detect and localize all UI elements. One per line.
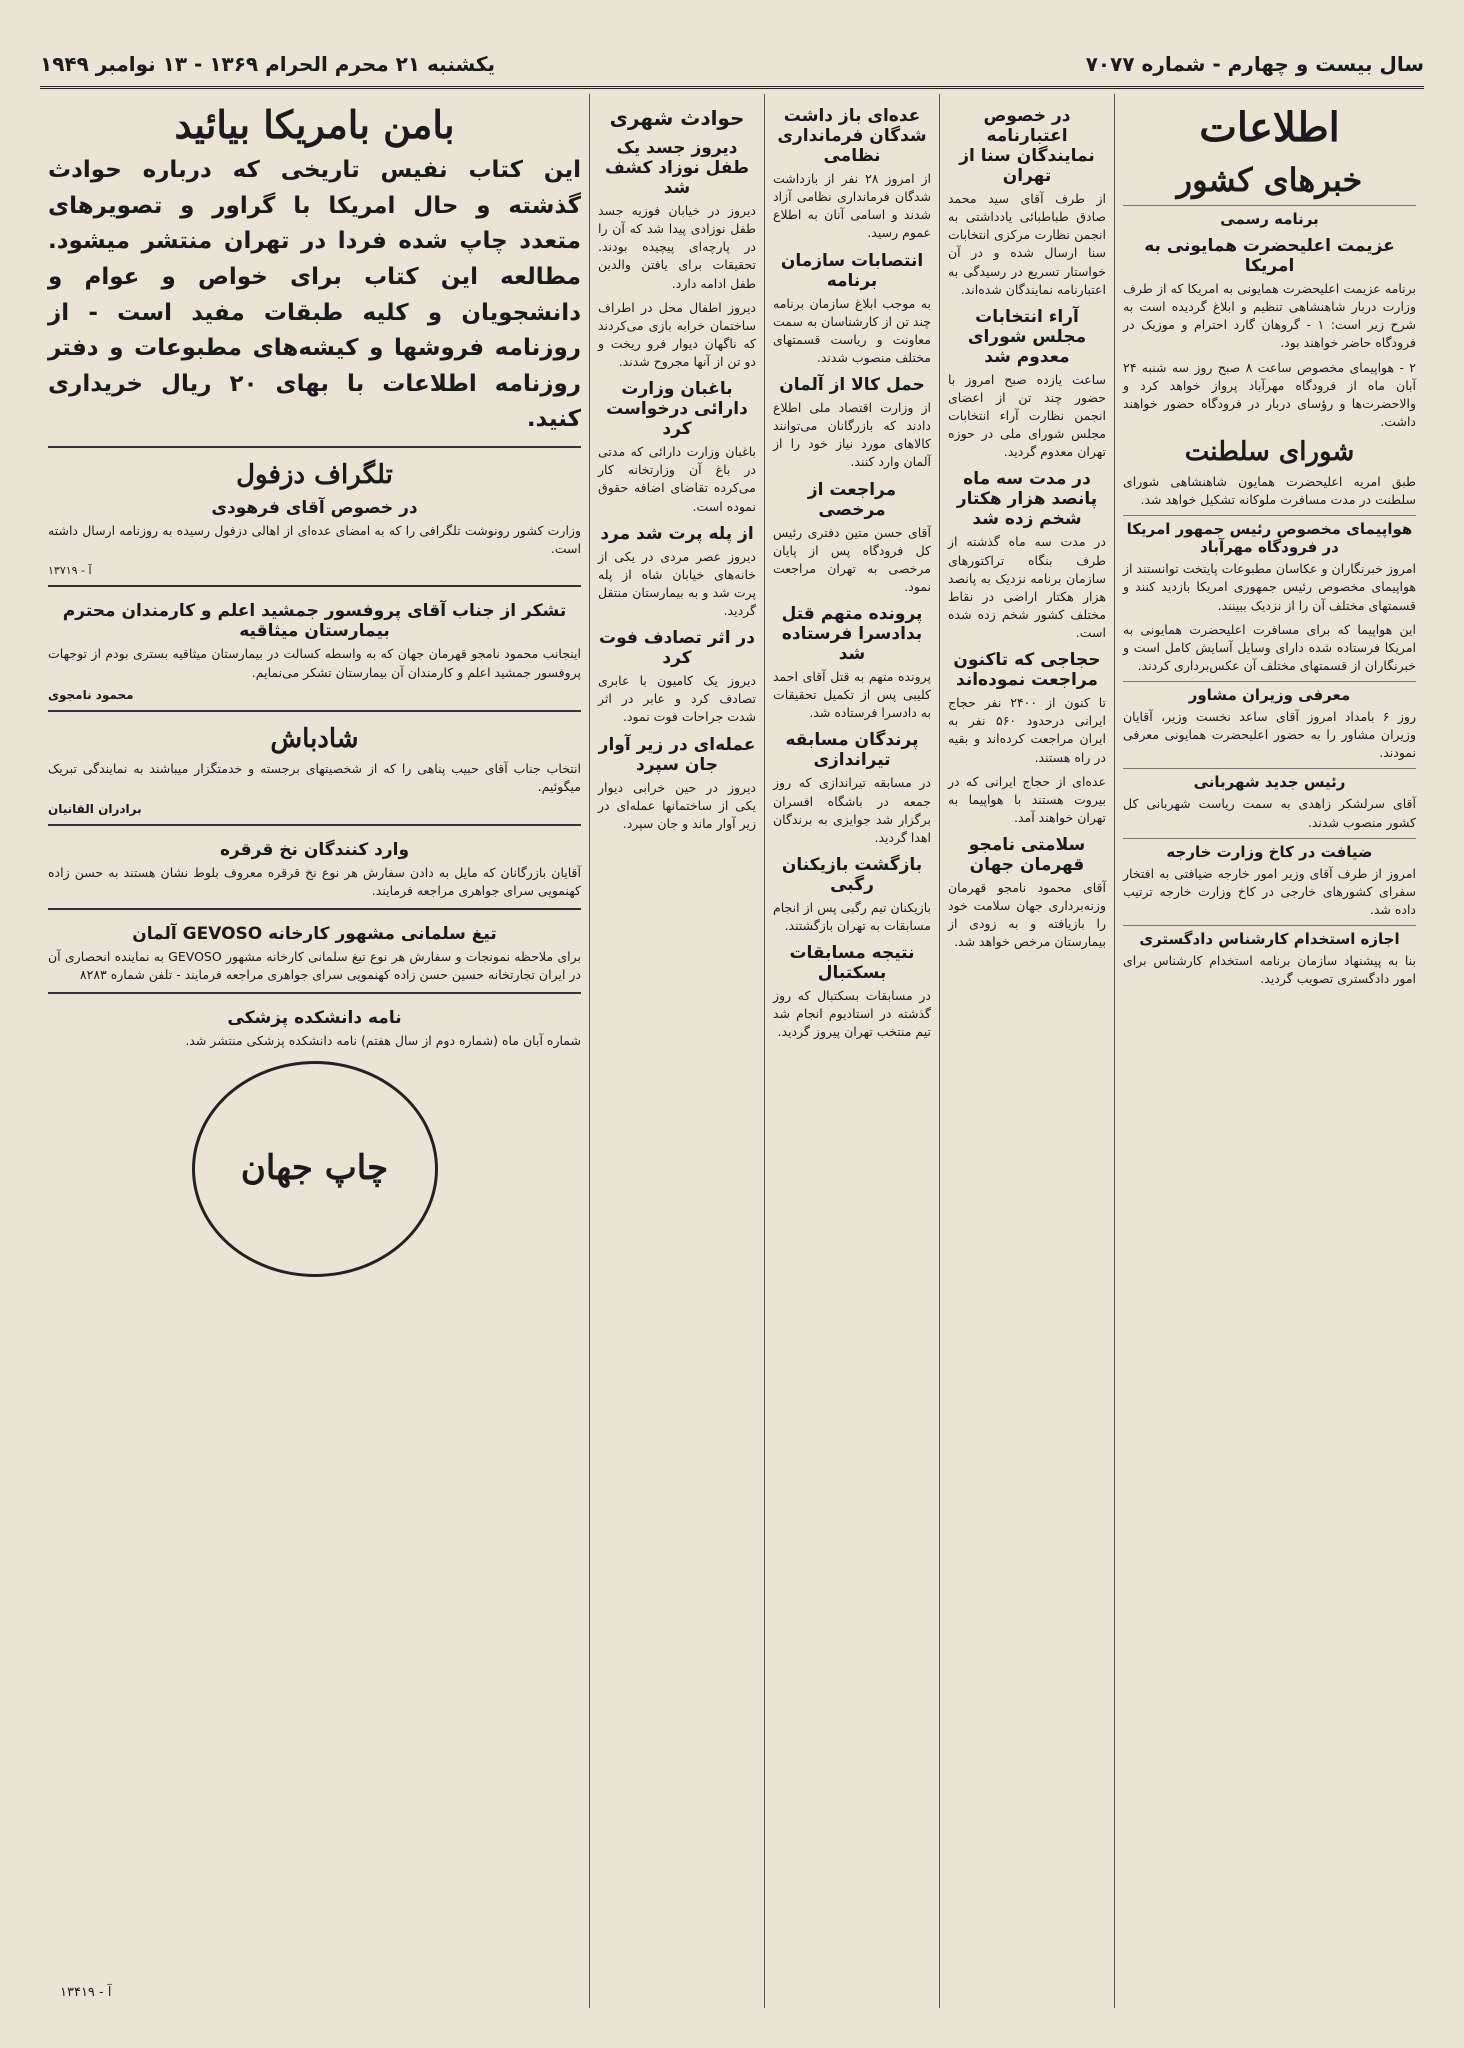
heading: عده‌ای باز داشت شدگان فرمانداری نظامی	[777, 106, 927, 166]
heading: سلامتی نامجو قهرمان جهان	[968, 835, 1086, 875]
column-1	[1114, 94, 1424, 2008]
notice-box	[48, 585, 581, 701]
heading: از پله پرت شد مرد	[600, 523, 754, 544]
paragraph: اینجانب محمود نامجو قهرمان جهان که به واسطه کسالت در بیمارستان میثاقیه بستری بودم از توجهات پروفسور جمشید اعلم و کارمندان آن بیمارستان تشکر می‌نمایم.	[48, 646, 581, 680]
paragraph: در مسابقات بسکتبال که روز گذشته در استادیوم انجام شد تیم منتخب تهران پیروز گردید.	[773, 988, 931, 1040]
heading: نتیجه مسابقات بسکتبال	[789, 943, 915, 984]
header-left: سال بیست و چهارم - شماره ۷۰۷۷	[1085, 52, 1424, 76]
heading: حوادث شهری	[609, 106, 745, 130]
signature: برادران القانیان	[48, 801, 142, 816]
page-header	[40, 42, 1424, 89]
paragraph: تا کنون از ۲۴۰۰ نفر حجاج ایرانی درحدود ۵۶۰ نفر به ایران مراجعت کرده‌اند و بقیه در راه هستند.	[948, 695, 1106, 765]
notice-box	[48, 992, 581, 1050]
paragraph: از وزارت اقتصاد ملی اطلاع دادند که بازرگانان می‌توانند کالاهای مورد نیاز خود را از آلمان وارد کنند.	[773, 400, 931, 470]
heading: تلگراف دزفول	[236, 460, 393, 491]
heading: پرندگان مسابقه تیراندازی	[785, 730, 919, 771]
heading: معرفی وزیران مشاور	[1123, 681, 1416, 704]
signature: محمود نامجوی	[48, 687, 134, 702]
section-title: شورای سلطنت	[1184, 437, 1355, 467]
heading: مراجعت از مرخصی	[807, 479, 897, 520]
heading: اجازه استخدام کارشناس دادگستری	[1123, 925, 1416, 948]
paragraph: این هواپیما که برای مسافرت اعلیحضرت همایونی به امریکا فرستاده شده دارای وسایل آسایش کامل است و خبرنگاران از قسمتهای مختلف آن عکس‌برداری کردند.	[1123, 621, 1416, 673]
heading: عزیمت اعلیحضرت همایونی به امریکا	[1144, 236, 1395, 276]
heading: ضیافت در کاخ وزارت خارجه	[1123, 838, 1416, 861]
heading: تشکر از جناب آقای پروفسور جمشید اعلم و کارمندان محترم بیمارستان میثاقیه	[62, 601, 567, 642]
book-ad: این کتاب نفیس تاریخی که درباره حوادث گذشته و حال امریکا با گراور و تصویرهای متعدد چاپ شده فردا در تهران منتشر میشود. مطالعه این کتاب برای خواص و عوام و دانشجویان و کلیه طبقات مفید است - از روزنامه فروشها و کیشه‌های مطبوعات و دفتر روزنامه اطلاعات با بهای ۲۰ ریال خریداری کنید.	[48, 157, 581, 433]
masthead: اطلاعات	[1199, 104, 1340, 151]
paragraph: امروز خبرنگاران و عکاسان مطبوعات پایتخت توانستند از هواپیمای مخصوص رئیس جمهوری امریکا بازدید کنند و قسمتهای مختلف آن را از نزدیک ببینند.	[1123, 561, 1416, 613]
paragraph: بنا به پیشنهاد سازمان برنامه استخدام کارشناس برای امور دادگستری تصویب گردید.	[1123, 953, 1416, 987]
paragraph: در مدت سه ماه گذشته از طرف بنگاه تراکتورهای سازمان برنامه نزدیک به پانصد هزار هکتار اراضی در نقاط مختلف کشور شخم زده شده است.	[948, 534, 1106, 640]
paragraph: ۲ - هواپیمای مخصوص ساعت ۸ صبح روز سه شنبه ۲۴ آبان ماه از فرودگاه مهرآباد پرواز خواهد کرد و والاحضرت‌ها و رؤسای دربار در فرودگاه حضور خواهند داشت.	[1123, 359, 1416, 429]
paragraph: شماره آبان ماه (شماره دوم از سال هفتم) نامه دانشکده پزشکی منتشر شد.	[185, 1033, 581, 1049]
paragraph: از طرف آقای سید محمد صادق طباطبائی یادداشتی به انجمن نظارت مرکزی انتخابات سنا ارسال شده و در آن خواستار تسریع در رسیدگی به اعتبارنامه نمایندگان شده‌اند.	[948, 191, 1106, 297]
heading: آراء انتخابات مجلس شورای معدوم شد	[967, 306, 1087, 367]
paragraph: پرونده متهم به قتل آقای احمد کلیبی پس از تکمیل تحقیقات به دادسرا فرستاده شد.	[773, 669, 931, 721]
print-logo	[192, 1061, 438, 1277]
header-right: یکشنبه ۲۱ محرم الحرام ۱۳۶۹ - ۱۳ نوامبر ۱۹۴۹	[40, 52, 496, 76]
paragraph: عده‌ای از حجاج ایرانی که در بیروت هستند با هواپیما به تهران خواهند آمد.	[948, 773, 1106, 825]
heading: پرونده متهم قتل بدادسرا فرستاده شد	[781, 604, 923, 664]
column-5	[40, 94, 589, 2008]
heading: در خصوص اعتبارنامه نمایندگان سنا از تهران	[959, 106, 1095, 186]
paragraph: امروز از طرف آقای وزیر امور خارجه ضیافتی به افتخار سفرای کشورهای خارجی در کاخ وزارت خارجه ترتیب داده شد.	[1123, 865, 1416, 917]
paragraph: وزارت کشور رونوشت تلگرافی را که به امضای عده‌ای از اهالی دزفول رسیده به روزنامه ارسال داشته است.	[48, 523, 581, 557]
heading: باغبان وزارت دارائی درخواست کرد	[606, 379, 748, 440]
heading: نامه دانشکده پزشکی	[227, 1008, 402, 1029]
heading: رئیس جدید شهربانی	[1123, 768, 1416, 791]
paragraph: روز ۶ بامداد امروز آقای ساعد نخست وزیر، آقایان وزیران مشاور را به حضور اعلیحضرت همایونی معرفی نمودند.	[1123, 709, 1416, 761]
paragraph: بازیکنان تیم رگبی پس از انجام مسابقات به تهران بازگشتند.	[773, 899, 931, 933]
logo-text: چاپ جهان	[240, 1148, 389, 1189]
paragraph: آقای سرلشکر زاهدی به سمت ریاست شهربانی کل کشور منصوب شدند.	[1123, 796, 1416, 830]
heading: در خصوص آقای فرهودی	[211, 498, 418, 519]
paragraph: باغبان وزارت دارائی که مدتی در باغ آن وزارتخانه کار می‌کرده تقاضای اضافه حقوق نموده است.	[598, 444, 756, 514]
paragraph: به موجب ابلاغ سازمان برنامه چند تن از کارشناسان به سمت معاونت و ریاست قسمتهای مختلف منصوب شدند.	[773, 295, 931, 365]
heading: حمل کالا از آلمان	[779, 375, 925, 395]
heading: هواپیمای مخصوص رئیس جمهور امریکا در فرودگاه مهرآباد	[1123, 515, 1416, 556]
paragraph: آقایان بازرگانان که مایل به دادن سفارش هر نوع نخ قرقره معروف بلوط نشان هستند به حسن زاده کهنمویی سرای جواهری مراجعه فرمایند.	[48, 864, 581, 898]
paragraph: ساعت یازده صبح امروز با حضور چند تن از اعضای انجمن نظارت آراء انتخابات مجلس شورای ملی در حوزه تهران معدوم گردید.	[948, 371, 1106, 460]
heading: دیروز جسد یک طفل نوزاد کشف شد	[604, 138, 750, 198]
heading: عمله‌ای در زیر آوار جان سپرد	[598, 734, 756, 775]
paragraph: دیروز یک کامیون با عابری تصادف کرد و عابر در اثر شدت جراحات فوت نمود.	[598, 673, 756, 725]
heading: برنامه رسمی	[1123, 205, 1416, 228]
paragraph: دیروز عصر مردی در یکی از خانه‌های خیابان شاه از پله پرت شد و به بیمارستان منتقل گردید.	[598, 548, 756, 618]
ad-code: آ - ۱۳۷۱۹	[48, 564, 92, 578]
heading: تیغ سلمانی مشهور کارخانه GEVOSO آلمان	[132, 924, 497, 945]
paragraph: آقای محمود نامجو قهرمان وزنه‌برداری جهان سلامت خود را بازیافته و به زودی از بیمارستان مرخص خواهد شد.	[948, 880, 1106, 950]
paragraph: دیروز در حین خرابی دیوار یکی از ساختمانها عمله‌ای در زیر آوار ماند و جان سپرد.	[598, 779, 756, 831]
heading: انتصابات سازمان برنامه	[780, 250, 924, 291]
heading: در اثر تصادف فوت کرد	[599, 628, 755, 669]
columns	[40, 94, 1424, 2008]
column-2	[939, 94, 1114, 2008]
heading: حجاجی که تاکنون مراجعت نموده‌اند	[953, 650, 1101, 691]
column-4	[589, 94, 764, 2008]
paragraph: آقای حسن متین دفتری رئیس کل فرودگاه پس از پایان مرخصی به تهران مراجعت نمود.	[773, 524, 931, 594]
notice-box	[48, 446, 581, 577]
heading: در مدت سه ماه پانصد هزار هکتار شخم زده شد	[956, 469, 1098, 530]
paragraph: از امروز ۲۸ نفر از بازداشت شدگان فرمانداری نظامی آزاد شدند و اسامی آنان به اطلاع عموم رسید.	[773, 171, 931, 241]
paragraph: انتخاب جناب آقای حبیب پناهی را که از شخصیتهای برجسته و خدمتگزار میباشند به نمایندگی تبریک میگوئیم.	[48, 760, 581, 794]
notice-box	[48, 710, 581, 816]
notice-box	[48, 824, 581, 900]
heading: شادباش	[270, 723, 359, 754]
column-3	[764, 94, 939, 2008]
heading: وارد کنندگان نخ قرقره	[219, 839, 410, 860]
ad-title: بامن بامریکا بیائید	[174, 102, 455, 147]
paragraph: دیروز اطفال محل در اطراف ساختمان خرابه بازی می‌کردند که ناگهان دیوار فرو ریخت و دو تن از آنها مجروح شدند.	[598, 299, 756, 369]
heading: بازگشت بازیکنان رگبی	[781, 854, 923, 895]
paragraph: برنامه عزیمت اعلیحضرت همایونی به امریکا که از طرف وزارت دربار شاهنشاهی تنظیم و ابلاغ گردیده است به شرح زیر است: ۱ - گروهان گارد احترام و موزیک در فرودگاه حاضر خواهند بود.	[1123, 281, 1416, 351]
paragraph: طبق امریه اعلیحضرت همایون شاهنشاهی شورای سلطنت در مدت مسافرت ملوکانه تشکیل خواهد شد.	[1123, 474, 1416, 508]
section-title: خبرهای کشور	[1176, 161, 1363, 199]
footer-code: آ - ۱۳۴۱۹	[60, 1985, 112, 2000]
paragraph: در مسابقه تیراندازی که روز جمعه در باشگاه افسران برگزار شد جوایزی به برندگان اهدا گردید.	[773, 775, 931, 845]
notice-box	[48, 908, 581, 984]
paragraph: دیروز در خیابان فوزیه جسد طفل نوزادی پیدا شد که آن را در پارچه‌ای پیچیده بودند. تحقیقات برای یافتن والدین طفل ادامه دارد.	[598, 203, 756, 291]
paragraph: برای ملاحظه نمونجات و سفارش هر نوع تیغ سلمانی کارخانه مشهور GEVOSO به نماینده انحصاری آن در ایران تجارتخانه حسین حسن زاده کهنمویی سرای جواهری مراجعه فرمایند - تلفن شماره ۸۲۸۳	[48, 949, 581, 983]
